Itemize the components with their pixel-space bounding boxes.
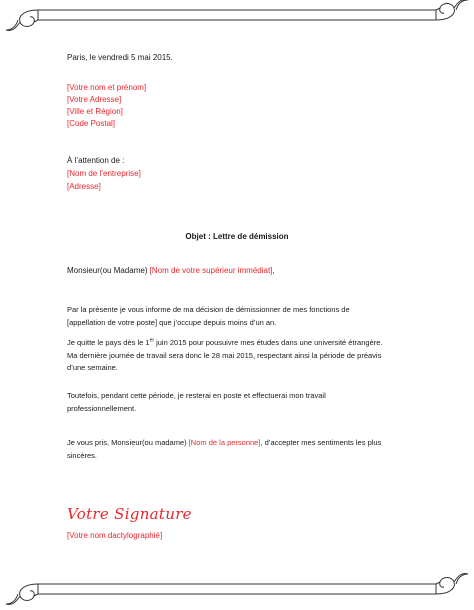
signature-script: Votre Signature <box>67 505 192 523</box>
greeting-prefix: Monsieur(ou Madame) <box>67 266 150 275</box>
paragraph-3-line-1: Toutefois, pendant cette période, je resterai en poste et effectuerai mon travail <box>67 391 326 400</box>
sender-postal-placeholder: [Code Postal] <box>67 119 116 128</box>
paragraph-3-line-2: professionnellement. <box>67 403 137 413</box>
person-name-placeholder: [Nom de la personne] <box>188 438 261 447</box>
paragraph-2-line-2: Ma dernière journée de travail sera donc le 28 mai 2015, respectant ainsi la période de préavis <box>67 350 382 360</box>
paragraph-1-line-1: Par la présente je vous informe de ma décision de démissionner de mes fonctions de <box>67 305 350 314</box>
typed-name-placeholder: [Votre nom dactylographié] <box>67 531 163 540</box>
sender-address-placeholder: [Votre Adresse] <box>67 95 122 104</box>
recipient-address-placeholder: [Adresse] <box>67 182 101 191</box>
bottom-scroll-banner <box>0 570 474 610</box>
greeting-suffix: , <box>272 266 275 275</box>
paragraph-2-line-1 <box>67 337 412 350</box>
paragraph-4-line-1 <box>67 437 412 450</box>
supervisor-placeholder: [Nom de votre supérieur immédiat] <box>149 266 273 275</box>
top-scroll-banner <box>0 0 474 40</box>
p2-superscript: er <box>149 337 155 344</box>
paragraph-2-line-3: d’une semaine. <box>67 363 118 372</box>
greeting-line <box>67 265 275 277</box>
p2-text-a: Je quitte le pays dès le 1 <box>67 338 150 347</box>
p4-suffix: , d’accepter mes sentiments les plus <box>260 438 382 447</box>
sender-city-placeholder: [Ville et Région] <box>67 107 123 116</box>
subject-line: Objet : Lettre de démission <box>185 232 289 241</box>
paragraph-4 <box>67 437 412 462</box>
date-line: Paris, le vendredi 5 mai 2015. <box>67 53 173 62</box>
attention-label: À l’attention de : <box>67 156 125 165</box>
recipient-company-placeholder: [Nom de l’entreprise] <box>67 169 141 178</box>
paragraph-4-line-2: sincères. <box>67 450 98 460</box>
p4-prefix: Je vous pris, Monsieur(ou madame) <box>67 438 189 447</box>
sender-name-placeholder: [Votre nom et prénom] <box>67 83 147 92</box>
paragraph-1-line-2: [appellation de votre poste] que j’occupe depuis moins d’un an. <box>67 317 277 327</box>
paragraph-2 <box>67 337 412 375</box>
paragraph-1 <box>67 304 412 329</box>
p2-text-b: juin 2015 pour pousuivre mes études dans une université étrangère. <box>154 338 383 347</box>
paragraph-3 <box>67 390 412 415</box>
